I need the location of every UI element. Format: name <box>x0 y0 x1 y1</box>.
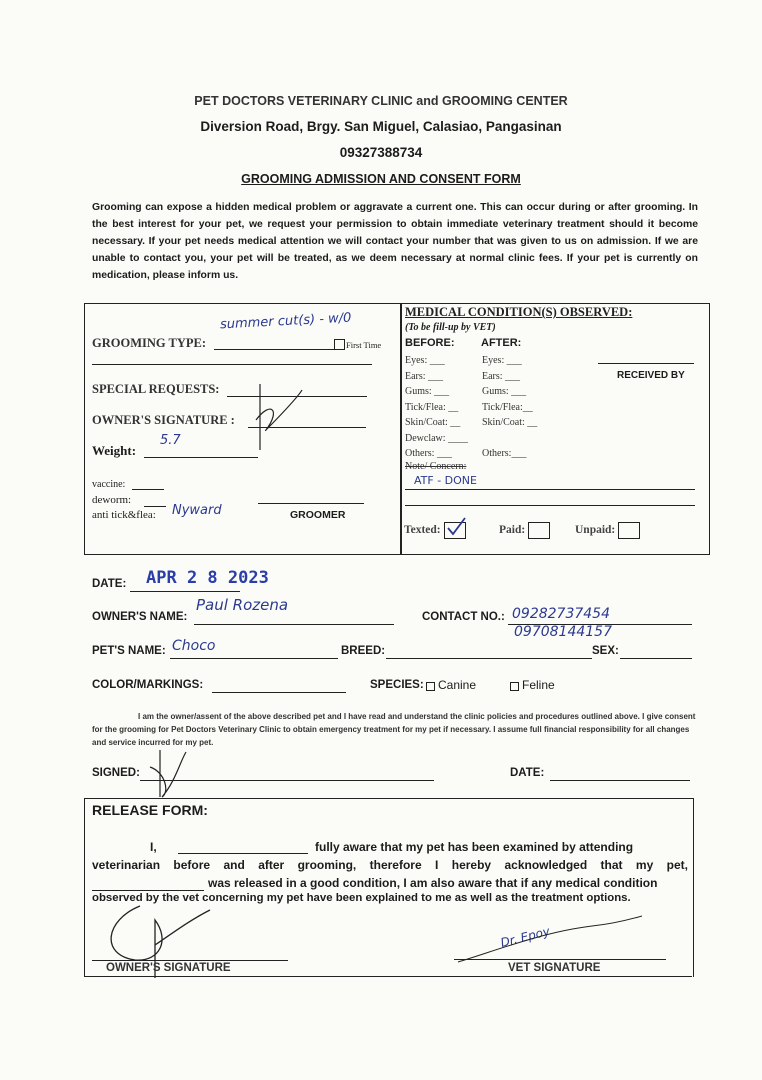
contact-value-1: 09282737454 <box>512 606 610 622</box>
signed-label: SIGNED: <box>92 767 140 779</box>
feline-checkbox[interactable] <box>510 682 519 691</box>
after-row: Gums: ___ <box>482 386 527 397</box>
antitick-label: anti tick&flea: <box>92 509 156 521</box>
medical-after-list <box>482 353 537 462</box>
release-line-4: observed by the vet concerning my pet have been explained to me as well as the treatment options. <box>92 892 631 904</box>
feline-label: Feline <box>522 678 555 692</box>
vet-signature-label: VET SIGNATURE <box>508 962 601 974</box>
date-label: DATE: <box>92 578 127 590</box>
unpaid-label: Unpaid: <box>575 524 616 537</box>
after-row: Tick/Flea:__ <box>482 401 533 413</box>
medical-subtitle: (To be fill-up by VET) <box>405 322 496 333</box>
clinic-address: Diversion Road, Brgy. San Miguel, Calasiao, Pangasinan <box>200 119 562 134</box>
paid-checkbox[interactable] <box>528 522 550 539</box>
note-label: Note/ Concern: <box>405 461 467 472</box>
after-row: Ears: ___ <box>482 370 521 382</box>
deworm-label: deworm: <box>92 494 132 506</box>
weight-label: Weight: <box>92 443 137 458</box>
clinic-name: PET DOCTORS VETERINARY CLINIC and GROOMING CENTER <box>194 94 568 108</box>
before-row: Ears: ___ <box>405 370 444 382</box>
release-line-3: was released in a good condition, I am also aware that if any medical condition <box>208 876 658 890</box>
before-row: Dewclaw: ____ <box>405 432 469 444</box>
color-markings-label: COLOR/MARKINGS: <box>92 679 204 691</box>
note-value: ATF - DONE <box>414 474 477 487</box>
texted-field <box>404 522 466 539</box>
antitick-value: Nyward <box>172 503 222 518</box>
after-label: AFTER: <box>481 337 522 349</box>
owner-name-value: Paul Rozena <box>196 596 289 614</box>
release-i: I, <box>150 840 157 854</box>
vet-signature-mark: Dr. Epoy <box>499 924 552 950</box>
weight-value: 5.7 <box>160 433 181 448</box>
before-label: BEFORE: <box>405 337 455 349</box>
first-time-label: First Time <box>346 340 382 350</box>
before-row: Eyes: ___ <box>405 355 445 366</box>
after-row: Others:___ <box>482 448 527 459</box>
paid-label: Paid: <box>499 524 526 537</box>
before-row: Tick/Flea: __ <box>405 401 459 413</box>
paid-field <box>499 522 550 539</box>
groomer-label: GROOMER <box>290 509 346 521</box>
grooming-type-value: summer cut(s) - w/0 <box>219 310 352 333</box>
vaccine-label: vaccine: <box>92 479 126 490</box>
clinic-phone: 09327388734 <box>339 145 423 160</box>
canine-checkbox[interactable] <box>426 682 435 691</box>
before-row: Others: ___ <box>405 448 452 459</box>
texted-label: Texted: <box>404 524 441 537</box>
before-row: Skin/Coat: __ <box>405 417 461 428</box>
unpaid-field <box>575 522 640 539</box>
consent-paragraph: I am the owner/assent of the above described pet and I have read and understand the clinic policies and procedures outlined above. I give consent for the grooming for Pet Doctors Veterinary Clinic to obtain emergency treatment for my pet if necessary. I assume full financial responsibility for all changes and service incurred for my pet. <box>92 712 696 747</box>
pet-name-label: PET'S NAME: <box>92 645 166 657</box>
owner-name-label: OWNER'S NAME: <box>92 611 188 623</box>
date-stamp: APR 2 8 2023 <box>146 568 269 588</box>
checkmark-icon <box>445 517 467 537</box>
owner-signature-label: OWNER'S SIGNATURE : <box>92 413 235 427</box>
sex-label: SEX: <box>592 645 619 657</box>
first-time-checkbox[interactable] <box>334 339 345 350</box>
medical-title: MEDICAL CONDITION(S) OBSERVED: <box>405 305 633 319</box>
release-owner-signature-label: OWNER'S SIGNATURE <box>106 962 231 974</box>
texted-checkbox[interactable] <box>444 522 466 539</box>
before-row: Gums: ___ <box>405 386 450 397</box>
grooming-type-label: GROOMING TYPE: <box>92 336 207 350</box>
release-title: RELEASE FORM: <box>92 802 208 818</box>
contact-value-2: 09708144157 <box>514 624 612 640</box>
species-label: SPECIES: <box>370 679 424 691</box>
intro-paragraph: Grooming can expose a hidden medical problem or aggravate a current one. This can occur during or after grooming. In the best interest for your pet, we request your permission to obtain immediate veterinary treatment should it become necessary. If your pet needs medical attention we will contact your number that was given to us on admission. If we are unable to contact you, your pet will be treated, as we deem necessary at normal clinic fees. If your pet is currently on medication, please inform us. <box>92 202 698 281</box>
signed-signature-mark <box>140 742 190 802</box>
breed-label: BREED: <box>341 645 386 657</box>
after-row <box>482 431 537 447</box>
received-by-label: RECEIVED BY <box>617 370 685 381</box>
form-title: GROOMING ADMISSION AND CONSENT FORM <box>241 172 521 186</box>
pet-name-value: Choco <box>172 638 216 654</box>
contact-label: CONTACT NO.: <box>422 611 505 623</box>
signed-date-label: DATE: <box>510 767 545 779</box>
medical-before-list <box>405 353 468 462</box>
special-requests-label: SPECIAL REQUESTS: <box>92 382 220 396</box>
unpaid-checkbox[interactable] <box>618 522 640 539</box>
release-line-1: fully aware that my pet has been examined by attending <box>315 840 634 854</box>
after-row: Eyes: ___ <box>482 355 522 366</box>
after-row: Skin/Coat: __ <box>482 417 538 428</box>
release-line-2: veterinarian before and after grooming, therefore I hereby acknowledged that my pet, <box>92 858 688 872</box>
owner-signature-mark <box>236 380 306 460</box>
canine-label: Canine <box>438 678 477 692</box>
